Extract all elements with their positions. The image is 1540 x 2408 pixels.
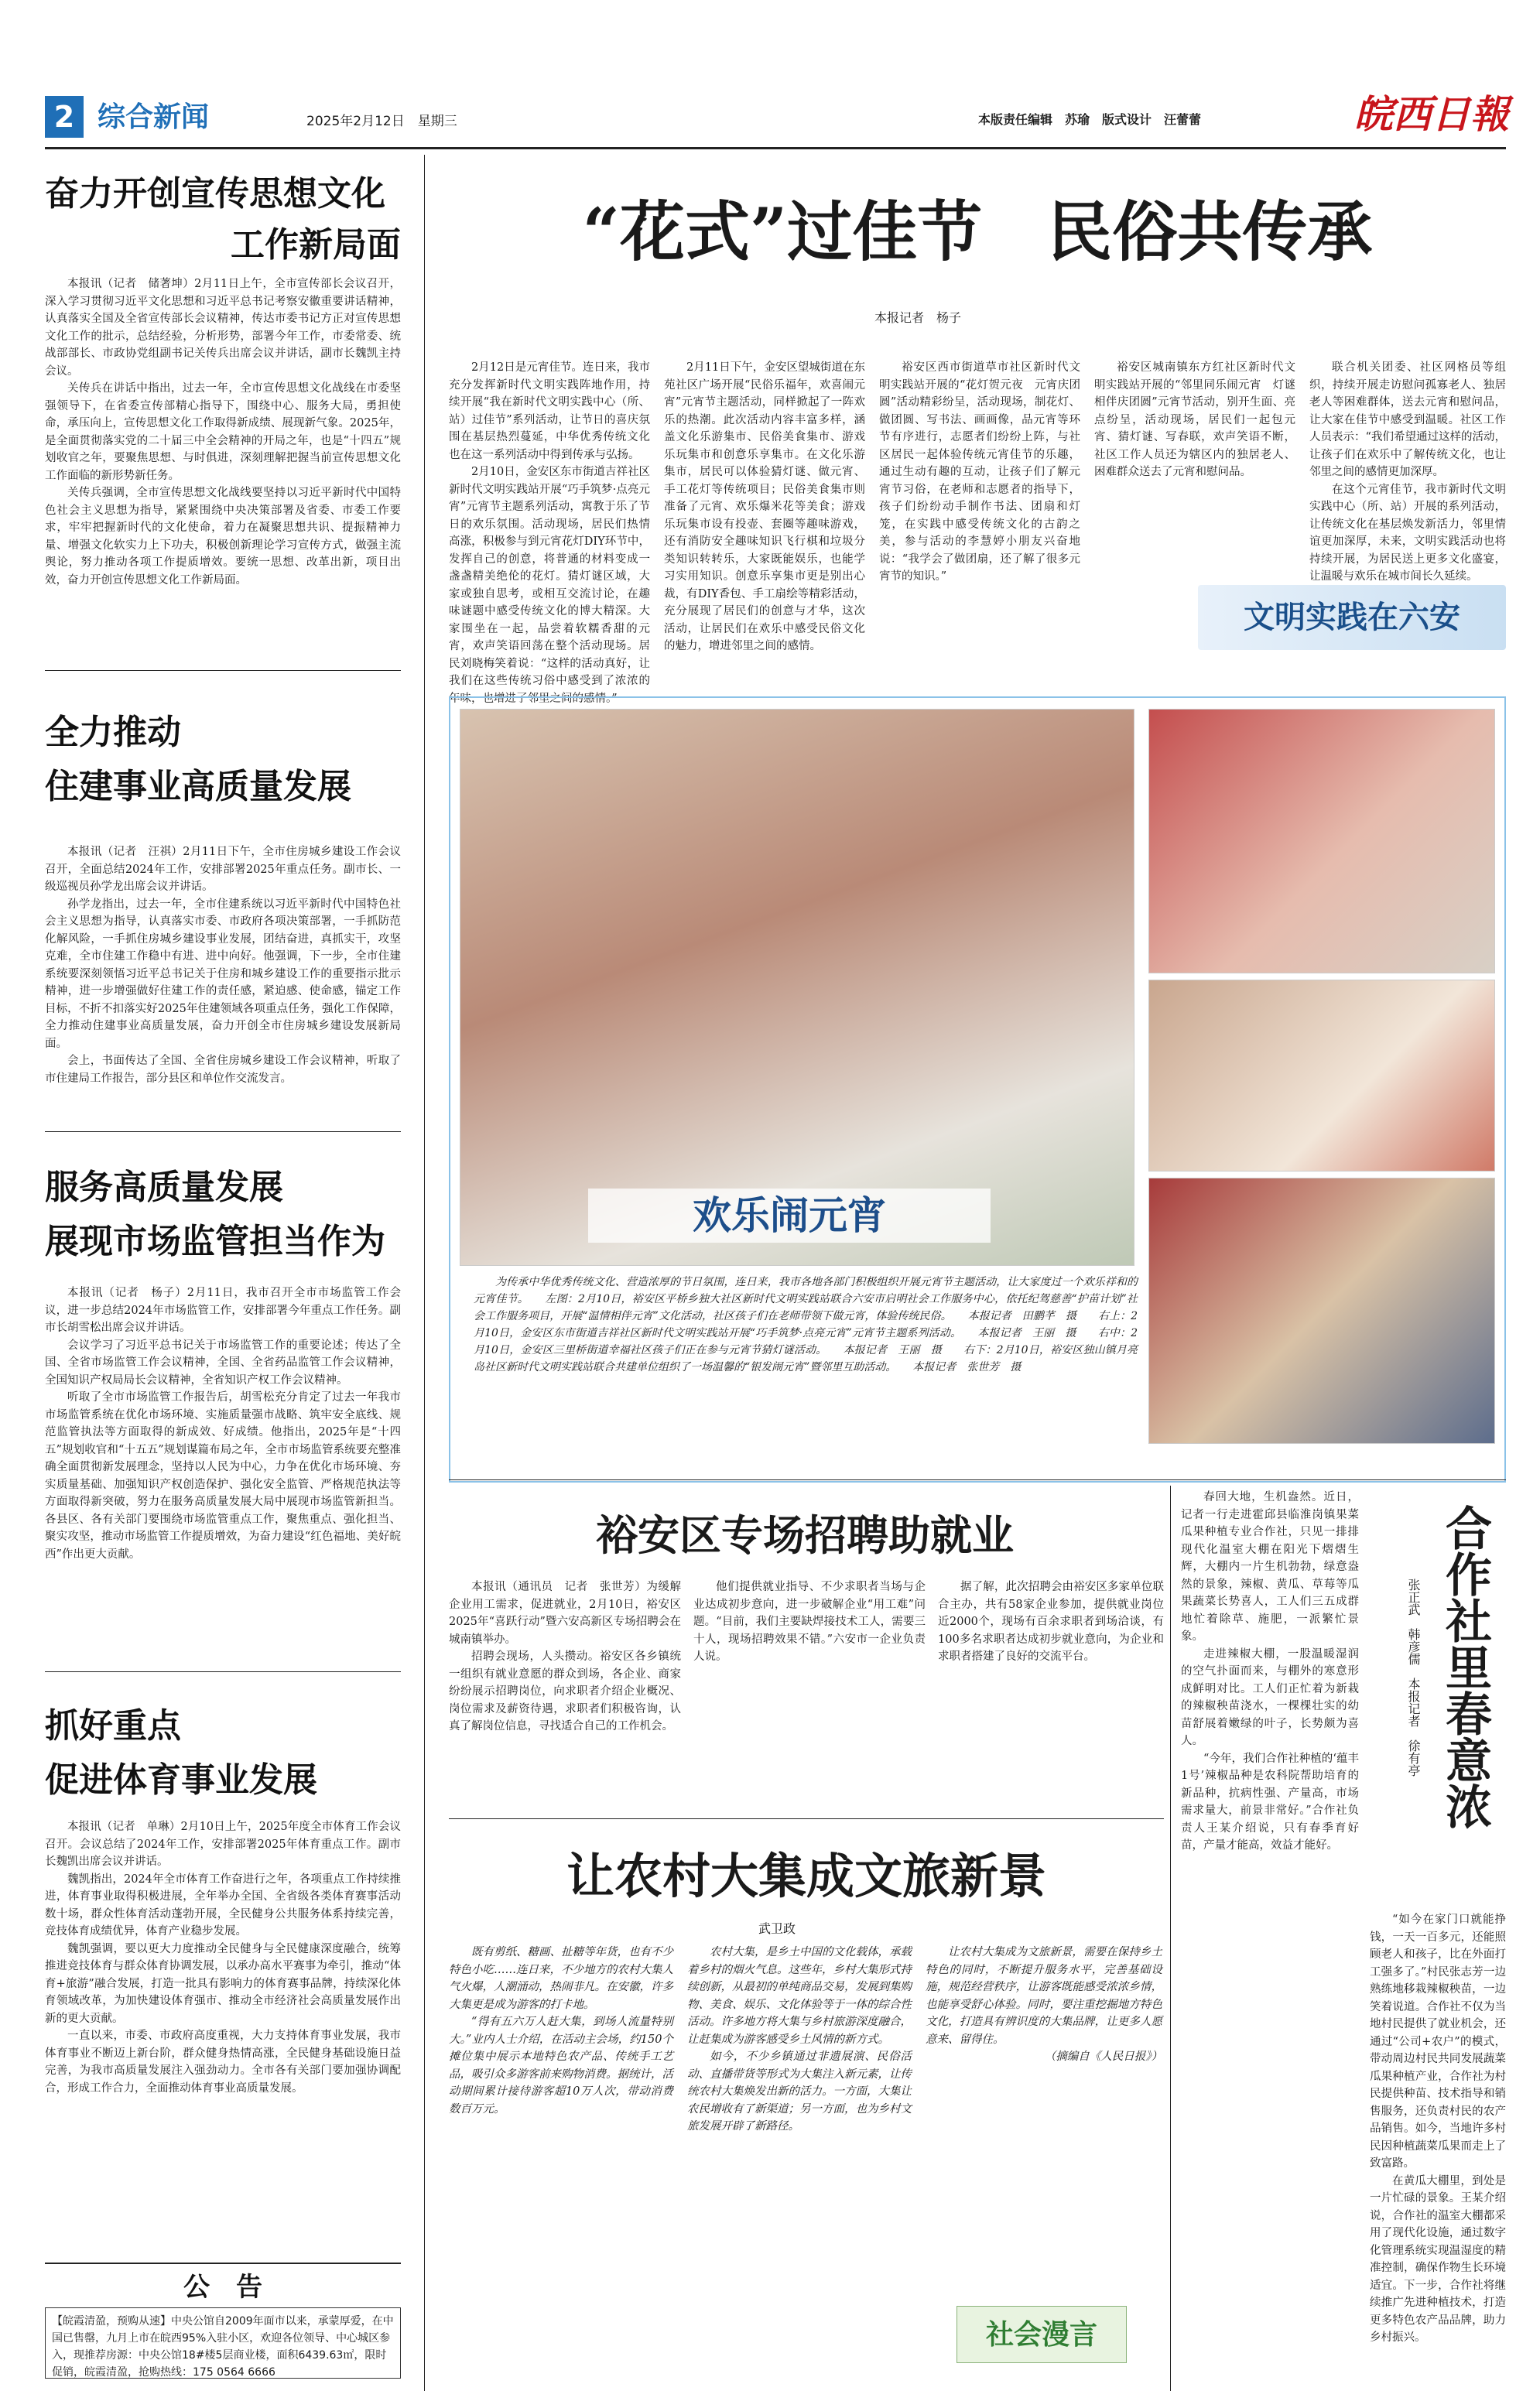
photo-feature-title: 欢乐闹元宵 [588,1189,991,1243]
lead-col-1: 2月12日是元宵佳节。连日来，我市充分发挥新时代文明实践阵地作用，持续开展“我在新时代文明实践中心（所、站）过佳节”系列活动，让节日的喜庆氛围在基层热烈蔓延，中华优秀传统文化也在这一系列活动中得到传承与弘扬。 2月10日，金安区东市街道吉祥社区新时代文明实践站开展“巧手筑梦·点亮元宵”元宵节主题系列活动，寓教于乐了节日的欢乐氛围。活动现场，居民们热情高涨，积极参与到元宵花灯DIY环节中，发挥自己的创意，将普通的材料变成一盏盏精美绝伦的花灯。猜灯谜区域，大家或独自思考，或相互交流讨论，在趣味谜题中感受传统文化的博大精深。大家围坐在一起，品尝着软糯香甜的元宵，欢声笑语回荡在整个活动现场。居民刘晓梅笑着说：“这样的活动真好，让我们在这些传统习俗中感受到了浓浓的年味，也增进了邻里之间的感情。” [449,361,650,705]
lead-byline: 本报记者 杨子 [874,310,962,325]
notice-box [45,2263,401,2386]
b1-col-2: 他们提供就业指导、不少求职者当场与企业达成初步意向，进一步破解企业“用工难”问题。“目前，我们主要缺焊接技术工人，需要三十人，现场招聘效果不错。”六安市一企业负责人说。 [693,1581,926,1663]
column-separator [424,155,425,2391]
a4-title: 抓好重点 促进体育事业发展 [45,1706,317,1800]
photo-right-top [1148,709,1495,973]
divider [45,1131,401,1132]
photo-right-bottom [1148,1178,1495,1444]
b3-byline: 张正武 韩彦儒 本报记者 徐有亭 [1406,1579,1421,1777]
a2-body: 本报讯（记者 汪祺）2月11日下午，全市住房城乡建设工作会议召开，全面总结2024年工作，安排部署2025年重点任务。副市长、一级巡视员孙学龙出席会议并讲话。 孙学龙指出，过去一年，全市住建系统以习近平新时代中国特色社会主义思想为指导，认真落实市委、市政府各项决策部署，一手抓防范化解风险，一手抓住房城乡建设事业发展，团结奋进，真抓实干，攻坚克难，全市住建工作稳中有进、进中向好。他强调，下一步，全市住建系统要深刻领悟习近平总书记关于住房和城乡建设工作的重要指示批示精神，进一步增强做好住建工作的责任感，紧迫感、使命感，锚定工作目标，不折不扣落实好2025年住建领域各项重点任务，强化工作保障，全力推动住建事业高质量发展，奋力开创全市住房城乡建设发展新局面。 会上，书面传达了全国、全省住房城乡建设工作会议精神，听取了市住建局工作报告，部分县区和单位作交流发言。 [45,846,401,1085]
photo-caption: 为传承中华优秀传统文化、营造浓厚的节日氛围，连日来，我市各地各部门积极组织开展元宵节主题活动，让大家度过一个欢乐祥和的元宵佳节。 左图：2月10日，裕安区平桥乡独大社区新时代文明实践站联合六安市启明社会工作服务中心，依托纪驾慈善“护苗计划”社会工作服务项目，开展“温情相伴元宵”文化活动，社区孩子们在老师带领下做元宵，体验传统民俗。 本报记者 田鹏芊 摄 右上：2月10日，金安区东市街道吉祥社区新时代文明实践站开展“巧手筑梦·点亮元宵”元宵节主题系列活动。 本报记者 王丽 摄 右中：2月10日，金安区三里桥街道幸福社区孩子们正在参与元宵节猜灯谜活动。 本报记者 王丽 摄 右下：2月10日，裕安区独山镇月亮岛社区新时代文明实践站联合共建单位组织了一场温馨的“银发闹元宵”暨邻里互助活动。 本报记者 张世芳 摄 [474,1276,1138,1373]
lead-col-3: 裕安区西市街道草市社区新时代文明实践站开展的“花灯贺元夜 元宵庆团圆”活动精彩纷呈，活动现场，制花灯、做团圆、写书法、画画像，品元宵等环节有序进行，志愿者们纷纷上阵，与社区居民一起体验传统元宵佳节的乐趣，通过生动有趣的互动，让孩子们了解元宵节习俗，在老师和志愿者的指导下，孩子们纷纷动手制作书法、团扇和灯笼，在实践中感受传统文化的古韵之美，参与活动的李慧婷小朋友兴奋地说：“我学会了做团扇，还了解了很多元宵节的知识。” [879,361,1080,583]
divider [449,1479,1506,1480]
a3-body: 本报讯（记者 杨子）2月11日，我市召开全市市场监管工作会议，进一步总结2024年市场监管工作，安排部署今年重点工作任务。副市长胡雪松出席会议并讲话。 会议学习了习近平总书记关于市场监管工作的重要论述；传达了全国、全省市场监管工作会议精神，全国、全省药品监管工作会议精神，全国知识产权局局长会议精神，全省知识产权工作会议精神。 听取了全市市场监管工作报告后，胡雪松充分肯定了过去一年我市市场监管系统在优化市场环境、实施质量强市战略、筑牢安全底线、规范监管执法等方面取得的新成效、好成绩。他指出，2025年是“十四五”规划收官和“十五五”规划谋篇布局之年，全市市场监管系统要充整准确全面贯彻新发展理念，坚持以人民为中心，力争在优化市场环境、夯实质量基础、加强知识产权创造保护、强化安全监管、严格规范执法等方面取得新突破，努力在服务高质量发展大局中展现市场监管新担当。各县区、各有关部门要围绕市场监管重点工作，聚焦重点、强化担当、聚实攻坚，推动市场监管工作提质增效，为奋力建设“红色福地、美好皖西”作出更大贡献。 [45,1287,401,1561]
divider [45,1671,401,1672]
section-number-badge: 2 [45,96,84,138]
photo-right-middle [1148,980,1495,1172]
a3-title: 服务高质量发展 展现市场监管担当作为 [45,1168,385,1261]
b2-col-1: 既有剪纸、糖画、扯糖等年货，也有不少特色小吃……连日来，不少地方的农村大集人气火爆，人潮涌动，热闹非凡。在安徽，许多大集更是成为游客的打卡地。 “得有五六万人赶大集，到场人流量特别大。”业内人士介绍，在活动主会场，约150个摊位集中展示本地特色农产品、传统手工艺品，吸引众多游客前来购物消费。据统计，活动期间累计接待游客超10万人次，带动消费数百万元。 [449,1946,673,2116]
lead-title: “花式”过佳节 民俗共传承 [582,193,1373,270]
b3-col: 春回大地，生机盎然。近日，记者一行走进霍邱县临淮岗镇果菜瓜果种植专业合作社，只见一排排现代化温室大棚在阳光下熠熠生辉，大棚内一片生机勃勃，绿意盎然的景象，辣椒、黄瓜、草莓等瓜果蔬菜长势喜人，工人们三五成群地忙着除草、施肥，一派繁忙景象。 走进辣椒大棚，一股温暖湿润的空气扑面而来，与棚外的寒意形成鲜明对比。工人们正忙着为新栽的辣椒秧苗浇水，一棵棵壮实的幼苗舒展着嫩绿的叶子，长势颇为喜人。 “今年，我们合作社种植的‘蕴丰1号’辣椒品种是农科院帮助培育的新品种，抗病性强、产量高，市场需求量大，前景非常好。”合作社负责人王某介绍说，只有春季育好苗，产量才能高，效益才能好。 [1181,1491,1359,1852]
column-separator [1170,1486,1171,2391]
a4-body: 本报讯（记者 单琳）2月10日上午，2025年度全市体育工作会议召开。会议总结了2024年工作，安排部署2025年体育重点工作。副市长魏凯出席会议并讲话。 魏凯指出，2024年全市体育工作奋进行之年，各项重点工作持续推进，体育事业取得积极进展，全年举办全国、全省级各类体育赛事活动数十场，群众性体育活动蓬勃开展，全民健身公共服务体系持续完善，竞技体育成绩优异，体育产业稳步发展。 魏凯强调，要以更大力度推动全民健身与全民健康深度融合，统筹推进竞技体育与群众体育协调发展，以承办高水平赛事为牵引，推动“体育+旅游”融合发展，打造一批具有影响力的体育赛事品牌，持续深化体育领域改革，为加快建设体育强市、推动全市经济社会高质量发展作出新的更大贡献。 一直以来，市委、市政府高度重视，大力支持体育事业发展，我市体育事业不断迈上新台阶，群众健身热情高涨，全民健身基础设施日益完善，为我市高质量发展注入强劲动力。全市各有关部门要加强协调配合，形成工作合力，全面推动体育事业高质量发展。 [45,1821,401,2095]
b3-col-2: “如今在家门口就能挣钱，一天一百多元，还能照顾老人和孩子，比在外面打工强多了。”村民张志芳一边熟练地移栽辣椒秧苗，一边笑着说道。合作社不仅为当地村民提供了就业机会，还通过“公司+农户”的模式，带动周边村民共同发展蔬菜瓜果种植产业，合作社为村民提供种苗、技术指导和销售服务，还负责村民的农产品销售。如今，当地许多村民因种植蔬菜瓜果而走上了致富路。 在黄瓜大棚里，到处是一片忙碌的景象。王某介绍说，合作社的温室大棚都采用了现代化设施，通过数字化管理系统实现温湿度的精准控制，确保作物生长环境适宜。下一步，合作社将继续推广先进种植技术，打造更多特色农产品品牌，助力乡村振兴。 [1370,1914,1506,2344]
banner-wenming-shijian: 文明实践在六安 [1198,585,1506,650]
notice-title: 公 告 [183,2272,262,2303]
a1-title: 奋力开创宣传思想文化 工作新局面 [45,174,401,265]
divider [45,670,401,671]
a2-title: 全力推动 住建事业高质量发展 [45,713,351,806]
b3-title: 合作社里春意浓 [1438,1504,1492,1829]
newspaper-logo: 皖西日報 [1354,91,1509,137]
lead-col-4: 裕安区城南镇东方红社区新时代文明实践站开展的“邻里同乐闹元宵 灯谜相伴庆团圆”元宵节活动，别开生面、亮点纷呈，活动现场，居民们一起包元宵、猜灯谜、写春联，欢声笑语不断，社区工作人员还为辖区内的独居老人、困难群众送去了元宵和慰问品。 [1094,361,1295,478]
issue-date: 2025年2月12日 星期三 [306,114,457,129]
lead-col-5: 联合机关团委、社区网格员等组织，持续开展走访慰问孤寡老人、独居老人等困难群体，送去元宵和慰问品，让大家在佳节中感受到温暖。社区工作人员表示：“我们希望通过这样的活动，让孩子们在欢乐中了解传统文化，也让邻里之间的感情更加深厚。 在这个元宵佳节，我市新时代文明实践中心（所、站）开展的系列活动，让传统文化在基层焕发新活力，邻里情谊更加深厚，未来，文明实践活动也将持续开展，为居民送上更多文化盛宴，让温暖与欢乐在城市间长久延续。 [1309,361,1506,583]
b2-byline: 武卫政 [758,1921,796,1936]
lead-col-2: 2月11日下午，金安区望城街道在东苑社区广场开展“民俗乐福年，欢喜闹元宵”元宵节主题活动，同样掀起了一阵欢乐的热潮。此次活动内容丰富多样，涵盖文化乐游集市、民俗美食集市、游戏乐玩集市和创意乐享集市。在文化乐游集市，居民可以体验猜灯谜、做元宵、手工花灯等传统项目；民俗美食集市则准备了元宵、欢乐爆米花等美食；游戏乐玩集市设有投壶、套圈等趣味游戏，还有消防安全趣味知识飞行棋和垃圾分类知识转转乐，大家既能娱乐，也能学习实用知识。创意乐享集市更是别出心裁，有DIY香包、手工扇绘等精彩活动，充分展现了居民们的创意与才华，这次活动，让居民们在欢乐中感受民俗文化的魅力，增进邻里之间的感情。 [664,361,865,652]
b1-col-3: 据了解，此次招聘会由裕安区多家单位联合主办，共有58家企业参加，提供就业岗位近2000个，现场有百余求职者到场洽谈，有100多名求职者达成初步就业意向，为企业和求职者搭建了良好的交流平台。 [938,1581,1164,1663]
section-name: 综合新闻 [98,101,210,133]
a1-body: 本报讯（记者 储著坤）2月11日上午，全市宣传部长会议召开，深入学习贯彻习近平文化思想和习近平总书记考察安徽重要讲话精神，认真落实全国及全省宣传部长会议精神，传达市委书记方正对宣传思想文化工作的批示，总结经验，分析形势，部署今年工作，市委常委、统战部部长、市政协党组副书记关传兵出席会议并讲话，副市长魏凯主持会议。 关传兵在讲话中指出，过去一年，全市宣传思想文化战线在市委坚强领导下，在省委宣传部精心指导下，围绕中心、服务大局，勇担使命，承压向上，宣传思想文化工作取得新成绩、展现新气象。2025年，是全面贯彻落实党的二十届三中全会精神的开局之年，也是“十四五”规划收官之年，要聚焦思想、与时俱进，深刻理解把握当前宣传思想文化工作面临的新形势新任务。 关传兵强调，全市宣传思想文化战线要坚持以习近平新时代中国特色社会主义思想为指导，紧紧围绕中央决策部署及省委、市委工作要求，牢牢把握新时代的文化使命，着力在凝聚思想共识、提振精神力量、增强文化软实力上下功夫，积极创新理论学习宣传方式，做强主流舆论，努力推动各项工作提质增效。要统一思想、改革出新，项目出效，奋力开创宣传思想文化工作新局面。 [45,278,401,587]
b1-title: 裕安区专场招聘助就业 [596,1510,1014,1560]
divider [449,1818,1164,1819]
b2-title: 让农村大集成文旅新景 [566,1848,1046,1904]
notice-body: 【皖霞清盈，预购从速】中央公馆自2009年面市以来，承蒙厚爱，在中国已售罄，九月上市在皖西95%入驻小区，欢迎各位领导、中心城区参入，现推荐房源：中央公馆18#楼5层商业楼，面积6439.63㎡，限时促销，皖霞清盈，抢购热线：175 0564 6666 [45,2307,401,2379]
masthead-rule [45,147,1506,149]
b2-col-3: 让农村大集成为文旅新景，需要在保持乡土特色的同时，不断提升服务水平，完善基础设施，规范经营秩序，让游客既能感受浓浓乡情，也能享受舒心体验。同时，要注重挖掘地方特色文化，打造具有辨识度的大集品牌，让更多人愿意来、留得住。 （摘编自《人民日报》） [926,1946,1162,2063]
page-editors: 本版责任编辑 苏瑜 版式设计 汪蕾蕾 [978,112,1202,127]
b1-col-1: 本报讯（通讯员 记者 张世芳）为缓解企业用工需求，促进就业，2月10日，裕安区2025年“喜跃行动”暨六安高新区专场招聘会在城南镇举办。 招聘会现场，人头攒动。裕安区各乡镇统一组织有就业意愿的群众到场，各企业、商家纷纷展示招聘岗位，向求职者介绍企业概况、岗位需求及薪资待遇，求职者们积极咨询，认真了解岗位信息，寻找适合自己的工作机会。 [449,1581,681,1732]
main-photo [460,709,1134,1266]
column-badge-shehui-manyan: 社会漫言 [957,2306,1127,2363]
b2-col-2: 农村大集，是乡土中国的文化载体，承载着乡村的烟火气息。这些年，乡村大集形式持续创新，从最初的单纯商品交易，发展到集购物、美食、娱乐、文化体验等于一体的综合性活动。许多地方将大集与乡村旅游深度融合，让赶集成为游客感受乡土风情的新方式。 如今，不少乡镇通过非遗展演、民俗活动、直播带货等形式为大集注入新元素，让传统农村大集焕发出新的活力。一方面，大集让农民增收有了新渠道；另一方面，也为乡村文旅发展开辟了新路径。 [687,1946,912,2133]
